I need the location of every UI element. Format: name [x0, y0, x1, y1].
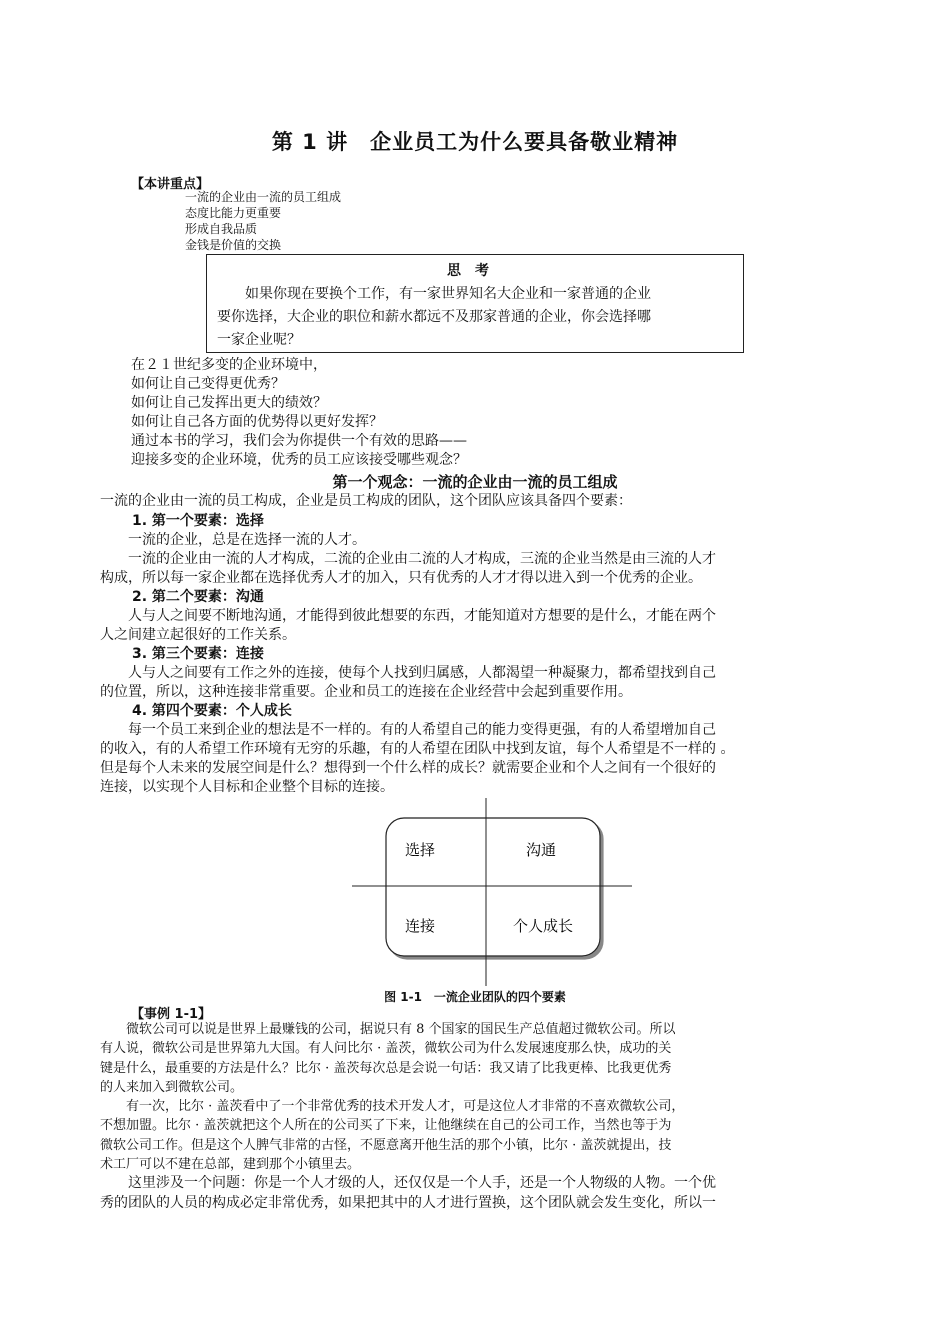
section-title: 第一个观念：一流的企业由一流的员工组成: [332, 473, 618, 491]
key-points-heading: 【本讲重点】: [131, 177, 210, 192]
key-points-list: [185, 189, 341, 253]
case-line: 术工厂可以不建在总部，建到那个小镇里去。: [100, 1157, 361, 1173]
intro-line: 如何让自己发挥出更大的绩效？: [131, 395, 327, 411]
key-point-item: 一流的企业由一流的员工组成: [185, 190, 342, 204]
four-elements-diagram: [350, 798, 640, 988]
element-heading: 3. 第三个要素：连接: [132, 646, 264, 662]
think-box-title: 思考: [447, 263, 503, 279]
elements-block: [100, 512, 860, 797]
case-line: 这里涉及一个问题：你是一个人才级的人，还仅仅是一个人手，还是一个人物级的人物。一个优: [100, 1175, 716, 1192]
element-line: 连接，以实现个人目标和企业整个目标的连接。: [100, 779, 394, 795]
quadrant-label-communicate: 沟通: [525, 841, 557, 859]
think-line: 一家企业呢？: [217, 332, 301, 348]
diagram-box: [386, 818, 600, 956]
case-heading: 【事例 1-1】: [131, 1007, 212, 1022]
case-line: 秀的团队的人员的构成必定非常优秀，如果把其中的人才进行置换，这个团队就会发生变化，所以一: [100, 1194, 716, 1211]
think-box-body: [217, 283, 651, 352]
quadrant-label-connect: 连接: [404, 917, 436, 935]
case-line: 有人说，微软公司是世界第九大国。有人问比尔 · 盖茨，微软公司为什么发展速度那么快，成功的关: [100, 1041, 672, 1057]
case-line: 不想加盟。比尔 · 盖茨就把这个人所在的公司买了下来，让他继续在自己的公司工作，当然也等于为: [100, 1118, 672, 1134]
key-point-item: 态度比能力更重要: [185, 206, 282, 220]
intro-line: 在２１世纪多变的企业环境中，: [131, 357, 327, 373]
case-line: 微软公司工作。但是这个人脾气非常的古怪，不愿意离开他生活的那个小镇，比尔 · 盖茨就提出，技: [100, 1137, 672, 1153]
think-line: 要你选择，大企业的职位和薪水都远不及那家普通的企业，你会选择哪: [217, 309, 651, 325]
case-line: 的人来加入到微软公司。: [100, 1079, 244, 1095]
figure-caption: 图 1-1 一流企业团队的四个要素: [384, 990, 566, 1004]
intro-line: 迎接多变的企业环境，优秀的员工应该接受哪些观念？: [131, 452, 467, 468]
section-intro: 一流的企业由一流的员工构成，企业是员工构成的团队，这个团队应该具备四个要素：: [100, 493, 632, 509]
element-line: 的收入，有的人希望工作环境有无穷的乐趣，有的人希望在团队中找到友谊，每个人希望是不一样的 。: [100, 741, 735, 757]
page-title: 第 1 讲 企业员工为什么要具备敬业精神: [271, 130, 679, 154]
intro-line: 通过本书的学习，我们会为你提供一个有效的思路——: [131, 433, 467, 449]
key-point-item: 形成自我品质: [185, 222, 258, 236]
element-heading: 2. 第二个要素：沟通: [132, 589, 264, 605]
think-box: [206, 254, 744, 353]
element-line: 构成，所以每一家企业都在选择优秀人才的加入，只有优秀的人才才得以进入到一个优秀的企业。: [100, 570, 702, 586]
element-line: 人与人之间要不断地沟通，才能得到彼此想要的东西，才能知道对方想要的是什么，才能在两个: [100, 608, 716, 624]
element-line: 但是每个人未来的发展空间是什么？想得到一个什么样的成长？就需要企业和个人之间有一个很好的: [100, 760, 716, 776]
diagram-svg: [350, 798, 640, 988]
quadrant-label-growth: 个人成长: [512, 917, 574, 935]
element-line: 每一个员工来到企业的想法是不一样的。有的人希望自己的能力变得更强，有的人希望增加自己: [100, 722, 716, 738]
case-line: 微软公司可以说是世界上最赚钱的公司，据说只有 8 个国家的国民生产总值超过微软公司。所以: [100, 1022, 676, 1037]
intro-block: [131, 356, 467, 470]
intro-line: 如何让自己变得更优秀？: [131, 376, 285, 392]
element-heading: 1. 第一个要素：选择: [132, 513, 264, 529]
think-line: 如果你现在要换个工作，有一家世界知名大企业和一家普通的企业: [245, 286, 651, 302]
key-point-item: 金钱是价值的交换: [185, 238, 282, 252]
element-line: 人之间建立起很好的工作关系。: [100, 627, 296, 643]
intro-line: 如何让自己各方面的优势得以更好发挥？: [131, 414, 383, 430]
element-line: 人与人之间要有工作之外的连接，使每个人找到归属感，人都渴望一种凝聚力，都希望找到自己: [100, 665, 716, 681]
case-body: [100, 1020, 860, 1213]
element-line: 一流的企业由一流的人才构成，二流的企业由二流的人才构成，三流的企业当然是由三流的人才: [100, 551, 716, 567]
element-line: 一流的企业，总是在选择一流的人才。: [100, 532, 366, 548]
case-line: 有一次，比尔 · 盖茨看中了一个非常优秀的技术开发人才，可是这位人才非常的不喜欢微软公司，: [100, 1099, 685, 1115]
case-line: 键是什么，最重要的方法是什么？比尔 · 盖茨每次总是会说一句话：我又请了比我更棒、比我更优秀: [100, 1060, 672, 1076]
element-heading: 4. 第四个要素：个人成长: [132, 703, 292, 719]
element-line: 的位置，所以，这种连接非常重要。企业和员工的连接在企业经营中会起到重要作用。: [100, 684, 632, 700]
quadrant-label-select: 选择: [404, 841, 436, 859]
